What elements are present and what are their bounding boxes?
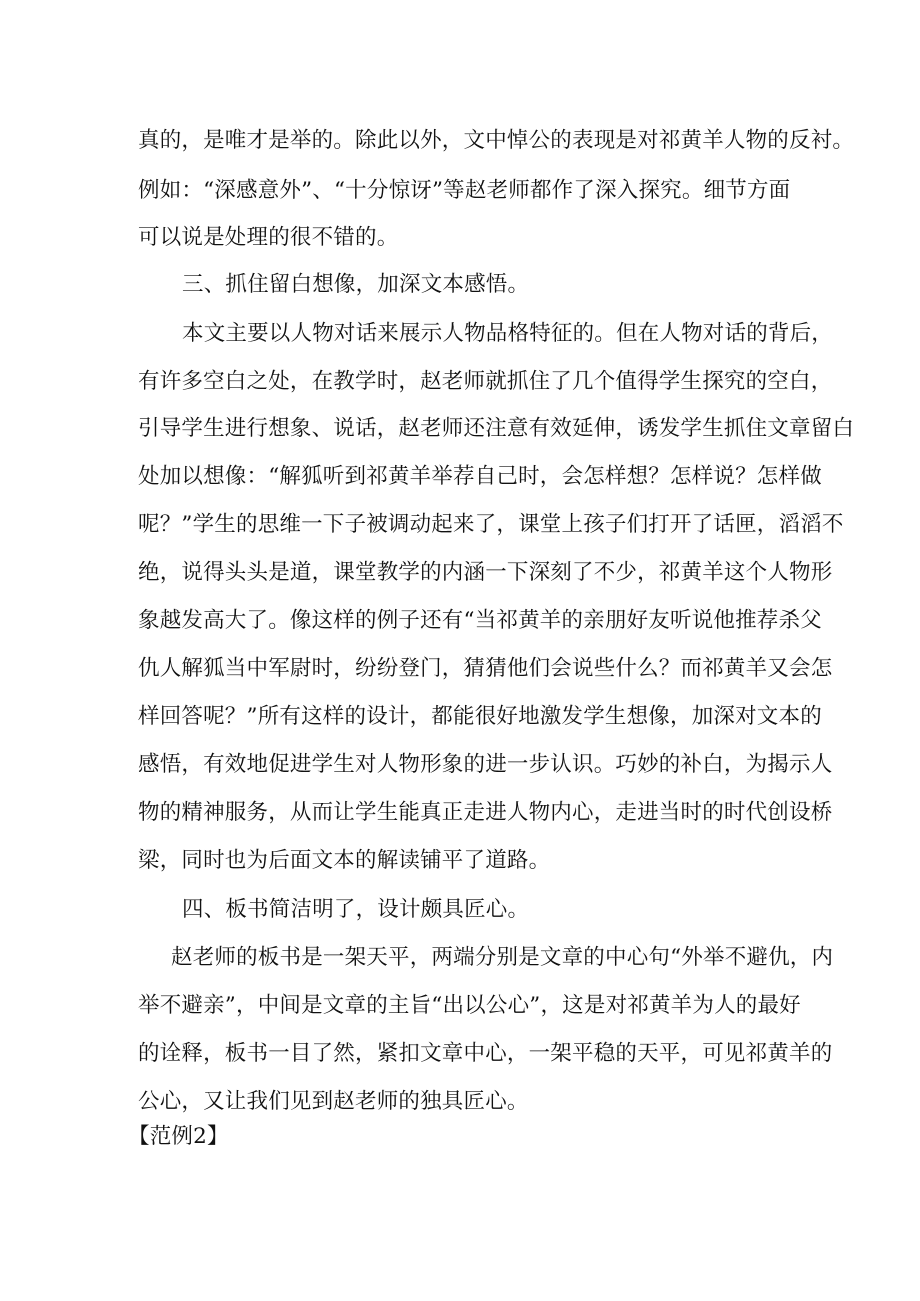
text-line: 感悟，有效地促进学生对人物形象的进一步认识。巧妙的补白，为揭示人 [138,752,833,777]
text-line: 例如：“深感意外”、“十分惊讶”等赵老师都作了深入探究。细节方面 [138,178,791,203]
text-line: 公心，又让我们见到赵老师的独具匠心。 [138,1089,529,1114]
text-line: 引导学生进行想象、说话，赵老师还注意有效延伸，诱发学生抓住文章留白 [138,416,855,441]
section-heading: 三、抓住留白想像，加深文本感悟。 [182,272,530,297]
text-line: 象越发高大了。像这样的例子还有“当祁黄羊的亲朋好友听说他推荐杀父 [138,608,822,633]
text-line: 赵老师的板书是一架天平，两端分别是文章的中心句“外举不避仇，内 [171,945,834,970]
text-line: 呢？”学生的思维一下子被调动起来了，课堂上孩子们打开了话匣，滔滔不 [138,512,844,537]
text-line: 处加以想像：“解狐听到祁黄羊举荐自己时，会怎样想？怎样说？怎样做 [138,464,822,489]
text-line: 仇人解狐当中军尉时，纷纷登门，猜猜他们会说些什么？而祁黄羊又会怎 [138,656,833,681]
text-line: 样回答呢？”所有这样的设计，都能很好地激发学生想像，加深对文本的 [138,704,822,729]
text-line: 梁，同时也为后面文本的解读铺平了道路。 [138,848,551,873]
text-line: 绝，说得头头是道，课堂教学的内涵一下深刻了不少，祁黄羊这个人物形 [138,560,833,585]
text-line: 本文主要以人物对话来展示人物品格特征的。但在人物对话的背后， [182,321,834,346]
text-line: 举不避亲”，中间是文章的主旨“出以公心”，这是对祁黄羊为人的最好 [138,993,801,1018]
text-line: 有许多空白之处，在教学时，赵老师就抓住了几个值得学生探究的空白， [138,369,833,394]
text-line: 可以说是处理的很不错的。 [138,225,399,250]
example-label: 【范例2】 [128,1124,229,1149]
text-line: 真的，是唯才是举的。除此以外，文中悼公的表现是对祁黄羊人物的反衬。 [138,128,855,153]
section-heading: 四、板书简洁明了，设计颇具匠心。 [182,897,530,922]
text-line: 的诠释，板书一目了然，紧扣文章中心，一架平稳的天平，可见祁黄羊的 [138,1041,833,1066]
text-line: 物的精神服务，从而让学生能真正走进人物内心，走进当时的时代创设桥 [138,800,833,825]
